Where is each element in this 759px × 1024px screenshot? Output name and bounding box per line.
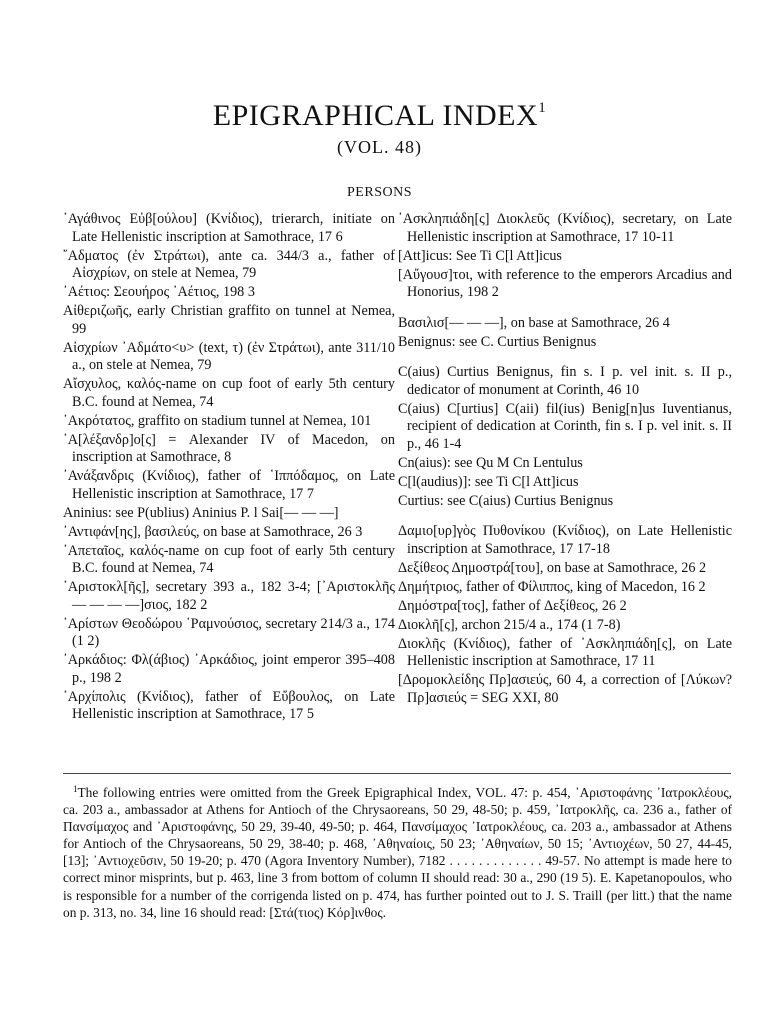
right-column (398, 211, 732, 709)
index-entry: Benignus: see C. Curtius Benignus (398, 333, 597, 350)
footnote (63, 781, 732, 921)
index-entry: Δημόστρα[τος], father of Δεξίθεος, 26 2 (398, 597, 627, 614)
index-entry: Cn(aius): see Qu M Cn Lentulus (398, 454, 583, 471)
index-entry: Δεξίθεος Δημοστρά[του], on base at Samothrace, 26 2 (398, 559, 707, 576)
section-heading: PERSONS (347, 185, 412, 200)
index-entry: ᾿Ασκληπιάδη[ς] Διοκλεῦς (Κνίδιος), secretary, on Late Hellenistic inscription at Samothrace, 17 10-11 (398, 211, 732, 245)
index-entry: Αἴσχυλος, καλός-name on cup foot of early 5th century B.C. found at Nemea, 74 (63, 376, 395, 410)
index-entry: ᾿Αριστοκλ[ῆς], secretary 393 a., 182 3-4; [᾿Αριστοκλῆς — — — —]σιος, 182 2 (63, 579, 395, 613)
index-entry: Αἰθεριζωῆς, early Christian graffito on tunnel at Nemea, 99 (63, 303, 395, 337)
footnote-divider (63, 773, 731, 774)
index-entry: [Δρομοκλείδης Πρ]ασιεύς, 60 4, a correction of [Λύκων? Πρ]ασιεύς = SEG XXI, 80 (398, 672, 732, 706)
index-entry: ᾿Αρίστων Θεοδώρου ῾Ραμνούσιος, secretary 214/3 a., 174 (1 2) (63, 615, 395, 649)
index-entry: ᾿Αγάθινος Εὐβ[ούλου] (Κνίδιος), trierarch, initiate on Late Hellenistic inscription at Samothrace, 17 6 (63, 211, 395, 245)
footnote-marker: 1 (73, 784, 78, 794)
index-entry: C(aius) C[urtius] C(aii) fil(ius) Benig[n]us Iuventianus, recipient of dedication at Corinth, fin s. I p. vel init. s. II p., 46 1-4 (398, 400, 732, 452)
index-entry: ᾿Απεταῖος, καλός-name on cup foot of early 5th century B.C. found at Nemea, 74 (63, 542, 395, 576)
index-entry: C(aius) Curtius Benignus, fin s. I p. vel init. s. II p., dedicator of monument at Corinth, 46 10 (398, 364, 732, 398)
index-entry: Βασιλισ[— — —], on base at Samothrace, 26 4 (398, 314, 670, 331)
index-entry: ᾿Αέτιος: Σεουήρος ᾿Αέτιος, 198 3 (63, 284, 255, 300)
index-entry: [Αὔγουσ]τοι, with reference to the emperors Arcadius and Honorius, 198 2 (398, 266, 732, 300)
index-entry: Αἰσχρίων ᾿Αδμάτο<υ> (text, τ) (ἐν Στράτωι), ante 311/10 a., on stele at Nemea, 79 (63, 339, 395, 373)
volume-label: (VOL. 48) (337, 137, 422, 157)
index-entry: ῎Αδματος (ἐν Στράτωι), ante ca. 344/3 a., father of Αἰσχρίων, on stele at Nemea, 79 (63, 247, 395, 281)
index-entry: ᾿Αντιφάν[ης], βασιλεύς, on base at Samothrace, 26 3 (63, 523, 363, 540)
index-entry: [Att]icus: See Ti C[l Att]icus (398, 247, 562, 264)
index-entry: Διοκλῆ[ς], archon 215/4 a., 174 (1 7-8) (398, 616, 621, 633)
index-entry: ᾿Αρκάδιος: Φλ(άβιος) ᾿Αρκάδιος, joint emperor 395–408 p., 198 2 (63, 652, 395, 686)
left-column (63, 211, 395, 725)
footnote-text: The following entries were omitted from the Greek Epigraphical Index, VOL. 47: p. 454, ᾿Αριστοφάνης ᾿Ιατροκλέους, ca. 203 a., ambassador at Athens for Antioch of the Chrysaoreans, 50 29, 48-50; p. 459, ᾿Ιατροκλῆς, ca. 236 a., father of Πανσίμαχος and ᾿Αριστοφάνης, 50 29, 39-40, 49-50; p. 464, Πανσίμαχος ᾿Ιατροκλέους, ca. 203 a., ambassador at Athens for Antioch of the Chrysaoreans, 50 29, 38-40; p. 468, ᾿Αθηναίοις, 50 23; ᾿Αθηναίων, 50 15; ᾿Αντιοχέων, 50 27, 44-45, [13]; ᾿Αντιοχεῦσιν, 50 19-20; p. 470 (Agora Inventory Number), 7182 . . . . . . . . . . . . . 49-57. No attempt is made here to correct minor misprints, but p. 463, line 3 from bottom of column II should read: 30 a., 290 (19 5). E. Kapetanopoulos, who is responsible for a number of the corrigenda listed on p. 474, has further pointed out to J. S. Traill (per litt.) that the name on p. 313, no. 34, line 16 should read: [Στά(τιος) Κόρ]ινθος. (63, 785, 732, 920)
title-footnote-marker: 1 (538, 100, 547, 116)
index-entry: Curtius: see C(aius) Curtius Benignus (398, 492, 614, 509)
page-title: EPIGRAPHICAL INDEX$^1$ (212, 99, 547, 132)
index-entry: ᾿Α[λέξανδρ]ο[ς] = Alexander IV of Macedon, on inscription at Samothrace, 8 (63, 431, 395, 465)
index-entry: ᾿Αρχίπολις (Κνίδιος), father of Εὔβουλος, on Late Hellenistic inscription at Samothrace, 17 5 (63, 688, 395, 722)
index-entry: ᾿Ανάξανδρις (Κνίδιος), father of ῾Ιππόδαμος, on Late Hellenistic inscription at Samothrace, 17 7 (63, 468, 395, 502)
index-entry: Διοκλῆς (Κνίδιος), father of ᾿Ασκληπιάδη[ς], on Late Hellenistic inscription at Samothrace, 17 11 (398, 635, 732, 669)
index-entry: Δημήτριος, father of Φίλιππος, king of Macedon, 16 2 (398, 578, 706, 595)
index-entry: ᾿Ακρότατος, graffito on stadium tunnel at Nemea, 101 (63, 412, 372, 429)
index-entry: Δαμιο[υρ]γὸς Πυθονίκου (Κνίδιος), on Late Hellenistic inscription at Samothrace, 17 17-18 (398, 523, 732, 557)
index-entry: C[l(audius)]: see Ti C[l Att]icus (398, 473, 579, 490)
index-entry: Aninius: see P(ublius) Aninius P. l Sai[— — —] (63, 504, 339, 521)
